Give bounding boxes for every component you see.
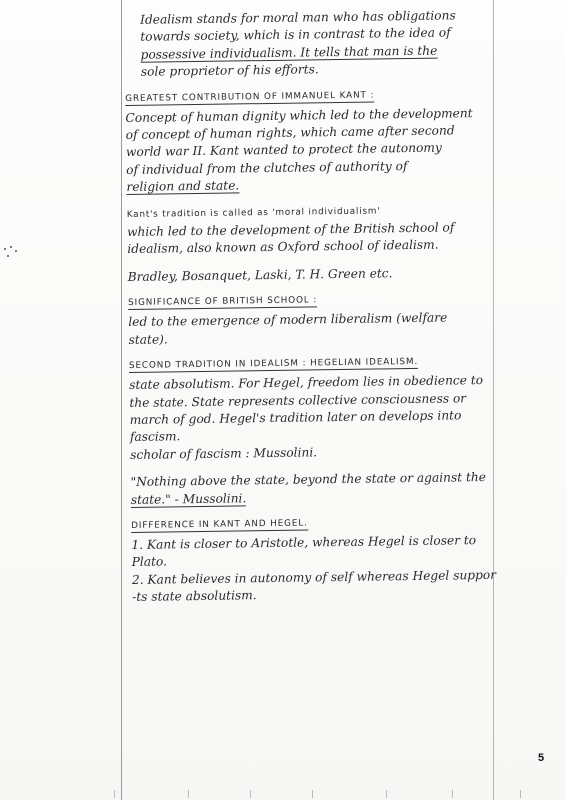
text-line: led to the emergence of modern liberalism (welfare	[128, 310, 448, 330]
text-line: Concept of human dignity which led to the development	[125, 105, 473, 125]
underlined-text: possessive individualism. It tells that man is the	[140, 43, 438, 62]
text-line: scholar of fascism : Mussolini.	[130, 445, 318, 462]
text-line: Plato.	[131, 554, 168, 570]
text-line: of concept of human rights, which came after second	[125, 123, 455, 143]
scan-specks	[4, 246, 20, 262]
text-line: the state. State represents collective consciousness or	[129, 390, 467, 410]
underlined-text: state." - Mussolini.	[130, 490, 247, 507]
text-line: 2. Kant believes in autonomy of self whereas Hegel suppor	[131, 567, 497, 587]
paragraph-liberalism	[128, 309, 494, 349]
text-line: world war II. Kant wanted to protect the autonomy	[125, 141, 442, 160]
text-line: state absolutism. For Hegel, freedom lies in obedience to	[129, 373, 484, 393]
text-line: of individual from the clutches of authority of	[126, 158, 408, 177]
scan-edge-marks	[100, 790, 540, 798]
text-line: idealism, also known as Oxford school of idealism.	[127, 238, 439, 257]
paragraph-idealism	[124, 7, 491, 82]
heading-difference	[131, 516, 497, 531]
text-line: -ts state absolutism.	[132, 588, 257, 605]
text-line: sole proprietor of his efforts.	[140, 62, 319, 79]
text-line	[126, 174, 492, 197]
underlined-text: religion and state.	[126, 178, 240, 195]
text-line: which led to the development of the British school of	[126, 220, 455, 240]
text-line: march of god. Hegel's tradition later on develops into	[129, 408, 462, 427]
text-line: state).	[128, 332, 168, 347]
heading-text: DIFFERENCE IN KANT AND HEGEL.	[131, 518, 308, 531]
paragraph-thinkers	[128, 264, 494, 287]
paragraph-human-dignity	[125, 105, 492, 197]
page-number: 5	[538, 752, 545, 764]
paragraph-quote	[130, 469, 496, 509]
text-line: fascism.	[129, 429, 181, 445]
text-line: towards society, which is in contrast to the idea of	[140, 25, 451, 45]
handwritten-notes	[124, 7, 498, 617]
margin-rule	[121, 0, 122, 800]
heading-british-school	[128, 293, 494, 308]
heading-text: GREATEST CONTRIBUTION OF IMMANUEL KANT :	[125, 90, 375, 104]
heading-text: SIGNIFICANCE OF BRITISH SCHOOL :	[127, 295, 318, 309]
text-line: Kant's tradition is called as 'moral individualism'	[126, 206, 381, 220]
paragraph-kant-tradition	[127, 202, 494, 259]
text-line: Bradley, Bosanquet, Laski, T. H. Green etc.	[127, 266, 393, 284]
paragraph-differences	[131, 532, 498, 607]
heading-text: SECOND TRADITION IN IDEALISM : HEGELIAN IDEALISM.	[128, 357, 419, 372]
heading-second-tradition	[129, 356, 495, 371]
text-line: "Nothing above the state, beyond the state or against the	[130, 470, 487, 490]
heading-kant-contribution	[125, 89, 491, 104]
paragraph-hegel	[129, 372, 496, 464]
text-line: Idealism stands for moral man who has obligations	[140, 8, 456, 27]
text-line: 1. Kant is closer to Aristotle, whereas Hegel is closer to	[131, 533, 477, 552]
